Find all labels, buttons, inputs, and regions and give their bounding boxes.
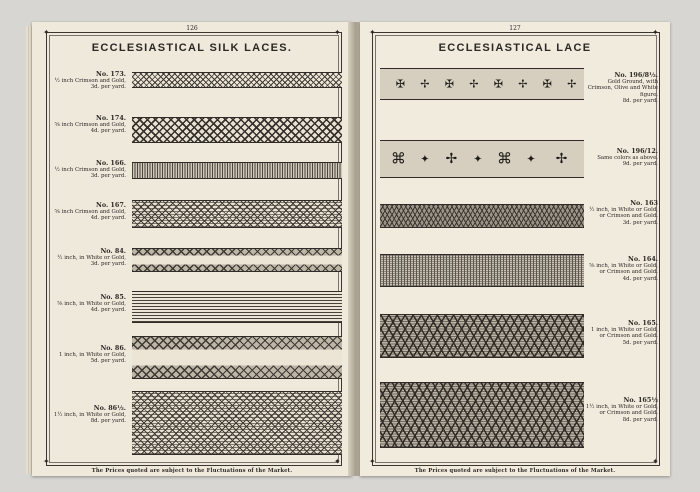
- item-price: 5d. per yard.: [90, 358, 126, 365]
- lace-swatch-165-half: [380, 382, 584, 448]
- item-number: No. 164.: [627, 255, 658, 263]
- item-number: No. 196/12.: [616, 147, 658, 155]
- cross-motif-icon: ✢: [445, 151, 458, 167]
- left-page: [32, 22, 352, 476]
- item-number: No. 167.: [95, 201, 126, 209]
- lace-swatch-163: [380, 204, 584, 228]
- lace-swatch-173: [132, 72, 342, 88]
- page-number: 127: [509, 25, 521, 32]
- lace-entry-196-8: [584, 72, 658, 105]
- lace-entry-85: [50, 294, 126, 314]
- page-title: ECCLESIASTICAL SILK LACES.: [91, 42, 293, 54]
- cross-motif-icon: ✠: [444, 77, 454, 91]
- corner-ornament-icon: ✦: [334, 457, 341, 466]
- item-description: 1 inch, in White or Gold,: [59, 351, 126, 358]
- item-description: 1½ inch, in White or Gold,: [585, 403, 658, 410]
- cross-motif-icon: ✢: [518, 77, 528, 91]
- lace-swatch-196-12: [380, 140, 584, 178]
- lace-entry-166: [50, 160, 126, 180]
- star-motif-icon: ✦: [526, 152, 536, 166]
- item-number: No. 173.: [95, 70, 126, 78]
- cross-motif-icon: ✢: [420, 77, 430, 91]
- item-description: or Crimson and Gold.: [599, 213, 658, 220]
- cross-motif-icon: ✢: [469, 77, 479, 91]
- lace-swatch-165: [380, 314, 584, 358]
- cross-motif-icon: ⌘: [390, 149, 406, 168]
- corner-ornament-icon: ✦: [43, 28, 50, 37]
- lace-entry-173: [50, 71, 126, 91]
- lace-entry-164: [584, 256, 658, 282]
- item-price: 9d. per yard.: [622, 161, 658, 168]
- lace-swatch-86: [132, 336, 342, 379]
- item-description: ½ inch Crimson and Gold,: [54, 166, 126, 173]
- item-number: No. 165.: [627, 319, 658, 327]
- lace-entry-196-12: [584, 148, 658, 168]
- price-disclaimer: The Prices quoted are subject to the Fluctuations of the Market.: [414, 468, 616, 474]
- item-description: 1½ inch, in White or Gold,: [53, 411, 126, 418]
- open-catalogue-book: [26, 12, 674, 480]
- cross-motif-icon: ✠: [493, 77, 503, 91]
- item-price: 4d. per yard.: [90, 307, 126, 314]
- item-description: Gold Ground, with: [607, 78, 658, 85]
- item-price: 4d. per yard.: [90, 215, 126, 222]
- item-number: No. 84.: [100, 247, 126, 255]
- cross-motif-icon: ✢: [555, 151, 568, 167]
- lace-entry-165: [584, 320, 658, 346]
- lace-entry-163: [584, 200, 658, 226]
- lace-swatch-86-half: [132, 391, 342, 455]
- item-description: 1 inch, in White or Gold,: [591, 326, 658, 333]
- item-number: No. 163: [630, 199, 658, 207]
- lace-swatch-167: [132, 200, 342, 228]
- corner-ornament-icon: ✦: [369, 28, 376, 37]
- item-description: ½ inch Crimson and Gold,: [54, 77, 126, 84]
- cross-motif-icon: ✠: [395, 77, 405, 91]
- item-description: ½ inch, in White or Gold,: [57, 254, 126, 261]
- item-price: 8d. per yard.: [622, 416, 658, 423]
- lace-entry-84: [50, 248, 126, 268]
- price-disclaimer: The Prices quoted are subject to the Fluctuations of the Market.: [91, 468, 293, 474]
- item-price: 3d. per yard.: [622, 219, 658, 226]
- item-price: 8d. per yard.: [622, 98, 658, 105]
- corner-ornament-icon: ✦: [652, 28, 659, 37]
- lace-entry-174: [50, 115, 126, 135]
- item-number: No. 86½.: [93, 404, 126, 412]
- lace-entry-86: [50, 345, 126, 365]
- corner-ornament-icon: ✦: [43, 457, 50, 466]
- cross-motif-icon: ✠: [542, 77, 552, 91]
- right-page: [360, 22, 670, 476]
- lace-entry-86-half: [50, 405, 126, 425]
- lace-swatch-85: [132, 291, 342, 323]
- page-number: 126: [186, 25, 198, 32]
- lace-swatch-174: [132, 117, 342, 143]
- lace-swatch-166: [132, 162, 342, 179]
- item-description: ⅝ inch Crimson and Gold,: [54, 121, 126, 128]
- lace-swatch-84: [132, 248, 342, 272]
- item-description: ⅝ inch Crimson and Gold,: [54, 208, 126, 215]
- item-description: or Crimson and Gold.: [599, 410, 658, 417]
- item-description: or Crimson and Gold.: [599, 333, 658, 340]
- item-description: ⅝ inch, in White or Gold,: [57, 300, 126, 307]
- page-title: ECCLESIASTICAL LACE: [438, 42, 592, 54]
- item-description: Crimson, Olive and White: [587, 85, 658, 92]
- corner-ornament-icon: ✦: [334, 28, 341, 37]
- star-motif-icon: ✦: [473, 152, 483, 166]
- lace-entry-167: [50, 202, 126, 222]
- item-number: No. 85.: [100, 293, 126, 301]
- star-motif-icon: ✦: [420, 152, 430, 166]
- item-description: ½ inch, in White or Gold,: [589, 206, 658, 213]
- item-description: or Crimson and Gold.: [599, 269, 658, 276]
- item-price: 3d. per yard.: [90, 84, 126, 91]
- cross-motif-icon: ✢: [567, 77, 577, 91]
- item-number: No. 86.: [100, 344, 126, 352]
- lace-entry-165-half: [584, 397, 658, 423]
- item-price: 4d. per yard.: [622, 275, 658, 282]
- item-price: 3d. per yard.: [90, 173, 126, 180]
- item-description: figure.: [640, 91, 658, 98]
- item-price: 3d. per yard.: [90, 261, 126, 268]
- item-number: No. 196/8½.: [614, 71, 658, 79]
- item-number: No. 165½: [623, 396, 658, 404]
- corner-ornament-icon: ✦: [652, 457, 659, 466]
- item-price: 5d. per yard.: [622, 339, 658, 346]
- lace-swatch-164: [380, 254, 584, 287]
- lace-swatch-196-8: [380, 68, 584, 100]
- item-price: 8d. per yard.: [90, 418, 126, 425]
- item-number: No. 174.: [95, 114, 126, 122]
- item-number: No. 166.: [95, 159, 126, 167]
- item-price: 4d. per yard.: [90, 128, 126, 135]
- cross-motif-icon: ⌘: [496, 149, 512, 168]
- item-description: ⅝ inch, in White or Gold,: [589, 262, 658, 269]
- item-description: Same colors as above.: [597, 154, 658, 161]
- corner-ornament-icon: ✦: [369, 457, 376, 466]
